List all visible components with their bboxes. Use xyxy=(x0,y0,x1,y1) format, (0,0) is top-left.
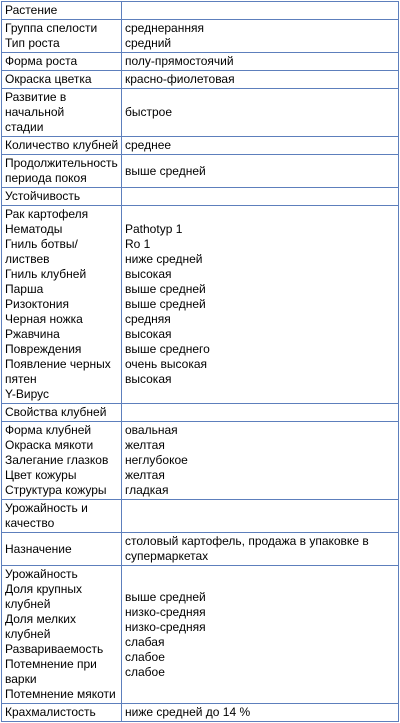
row-label: Устойчивость xyxy=(2,188,122,206)
table-row xyxy=(2,404,399,422)
table-row xyxy=(2,704,399,722)
table-row xyxy=(2,206,399,404)
row-label: Растение xyxy=(2,2,122,20)
row-value xyxy=(122,2,399,20)
row-label: Крахмалистость xyxy=(2,704,122,722)
row-value xyxy=(122,404,399,422)
row-label: Продолжительность периода покоя xyxy=(2,155,122,188)
table-row xyxy=(2,566,399,704)
row-label: Назначение xyxy=(2,533,122,566)
row-label: Окраска цветка xyxy=(2,71,122,89)
table-row xyxy=(2,533,399,566)
table-row xyxy=(2,155,399,188)
row-label: Урожайность Доля крупных клубней Доля мелких клубней Развариваемость Потемнение при варки Потемнение мякоти xyxy=(2,566,122,704)
row-value: Pathotyp 1 Ro 1 ниже средней высокая выше средней выше средней средняя высокая выше среднего очень высокая высокая xyxy=(122,206,399,404)
variety-spec-table xyxy=(1,1,399,722)
row-value: среднее xyxy=(122,137,399,155)
row-value: выше средней низко-средняя низко-средняя слабая слабое слабое xyxy=(122,566,399,704)
table-row xyxy=(2,89,399,137)
row-value: красно-фиолетовая xyxy=(122,71,399,89)
table-row xyxy=(2,137,399,155)
table-row xyxy=(2,500,399,533)
table-row xyxy=(2,20,399,53)
row-value xyxy=(122,188,399,206)
row-value xyxy=(122,500,399,533)
row-value: ниже средней до 14 % xyxy=(122,704,399,722)
row-value: выше средней xyxy=(122,155,399,188)
table-row xyxy=(2,71,399,89)
row-value: быстрое xyxy=(122,89,399,137)
table-row xyxy=(2,53,399,71)
row-label: Урожайность и качество xyxy=(2,500,122,533)
table-row xyxy=(2,2,399,20)
row-value: овальная желтая неглубокое желтая гладкая xyxy=(122,422,399,500)
row-value: столовый картофель, продажа в упаковке в супермаркетах xyxy=(122,533,399,566)
row-label: Рак картофеля Нематоды Гниль ботвы/ листвев Гниль клубней Парша Ризоктония Черная ножка Ржавчина Повреждения Появление черных пятен Y-Вирус xyxy=(2,206,122,404)
row-label: Свойства клубней xyxy=(2,404,122,422)
row-label: Форма роста xyxy=(2,53,122,71)
row-value: среднеранняя средний xyxy=(122,20,399,53)
row-label: Форма клубней Окраска мякоти Залегание глазков Цвет кожуры Структура кожуры xyxy=(2,422,122,500)
row-label: Группа спелости Тип роста xyxy=(2,20,122,53)
table-row xyxy=(2,422,399,500)
row-label: Количество клубней xyxy=(2,137,122,155)
table-row xyxy=(2,188,399,206)
row-label: Развитие в начальной стадии xyxy=(2,89,122,137)
row-value: полу-прямостоячий xyxy=(122,53,399,71)
